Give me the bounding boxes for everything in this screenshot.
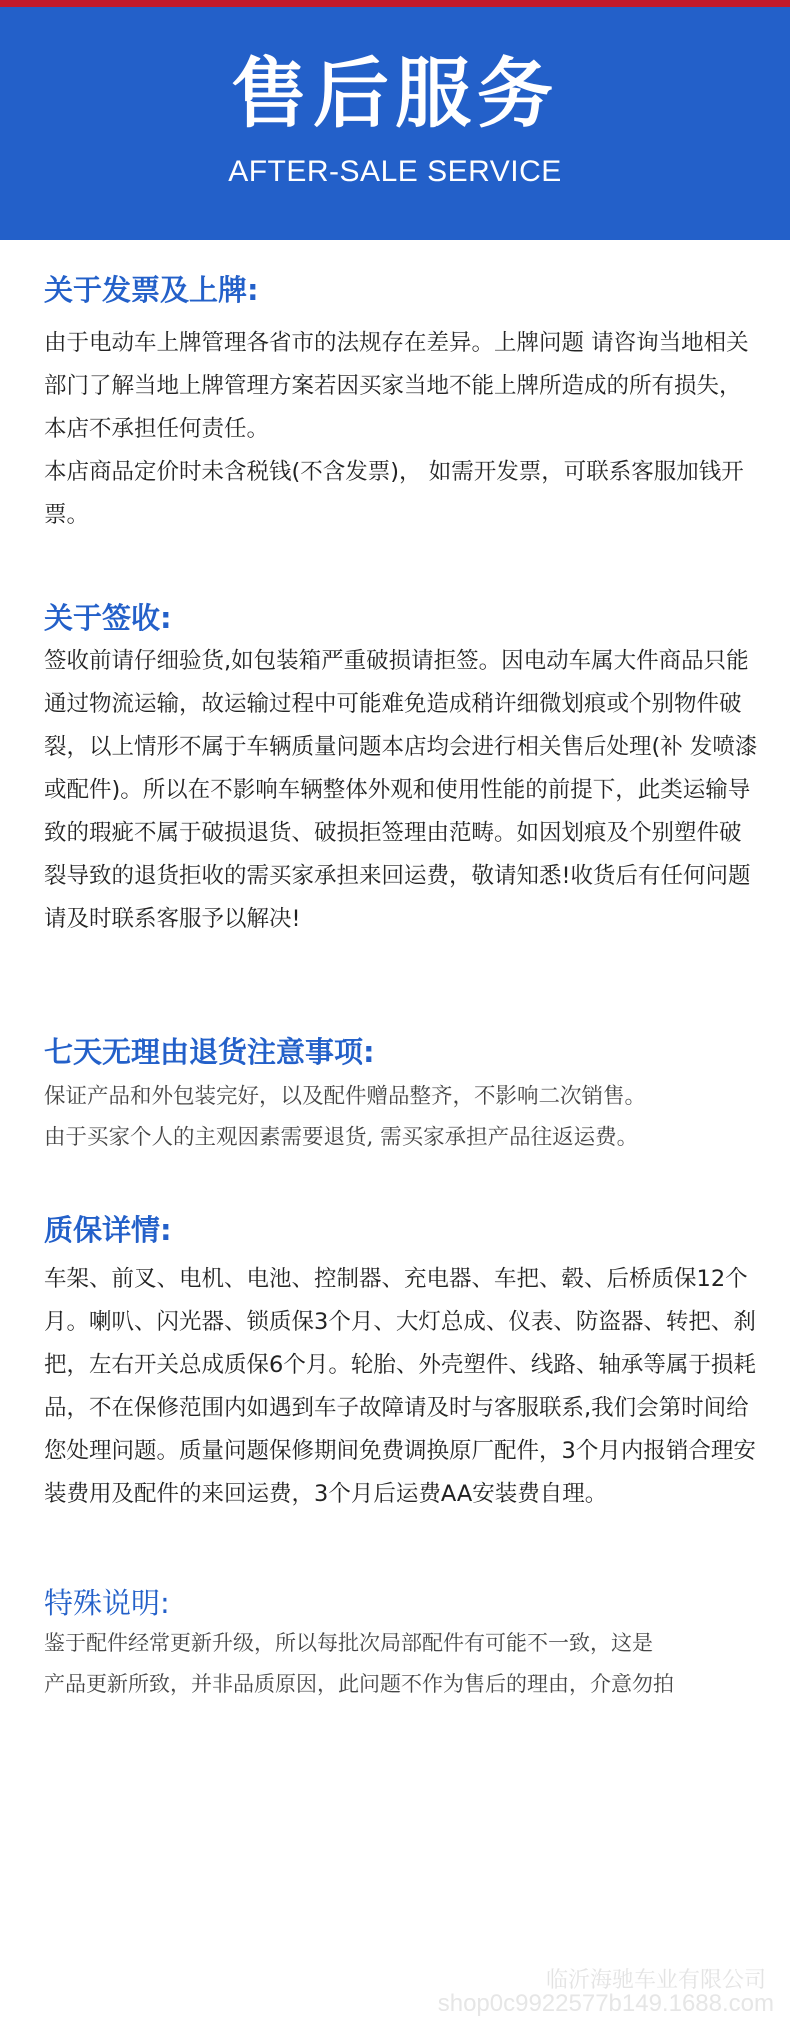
section-special bbox=[44, 1583, 774, 1705]
section-receipt bbox=[44, 598, 760, 941]
page-subtitle: AFTER-SALE SERVICE bbox=[228, 155, 562, 188]
section-invoice bbox=[44, 270, 760, 537]
header-banner bbox=[0, 7, 790, 240]
returns-paragraph-2: 由于买家个人的主观因素需要退货, 需买家承担产品往返运费。 bbox=[44, 1125, 639, 1150]
special-paragraph-1: 鉴于配件经常更新升级，所以每批次局部配件有可能不一致，这是 bbox=[44, 1631, 653, 1655]
section-warranty bbox=[44, 1210, 760, 1516]
invoice-paragraph-1: 由于电动车上牌管理各省市的法规存在差异。上牌问题 请咨询当地相关部门了解当地上牌管理方案若因买家当地不能上牌所造成的所有损失，本店不承担任何责任。 bbox=[44, 330, 749, 442]
section-heading-invoice: 关于发票及上牌: bbox=[44, 273, 259, 307]
section-heading-warranty: 质保详情: bbox=[44, 1213, 172, 1247]
warranty-paragraph: 车架、前叉、电机、电池、控制器、充电器、车把、毂、后桥质保12个月。喇叭、闪光器、锁质保3个月、大灯总成、仪表、防盗器、转把、刹把，左右开关总成质保6个月。轮胎、外壳塑件、线路、轴承等属于损耗品，不在保修范围内如遇到车子故障请及时与客服联系,我们会第时间给您处理问题。质量问题保修期间免费调换原厂配件，3个月内报销合理安装费用及配件的来回运费，3个月后运费AA安装费自理。 bbox=[44, 1266, 756, 1507]
top-red-stripe bbox=[0, 0, 790, 7]
section-heading-special: 特殊说明: bbox=[44, 1586, 170, 1620]
invoice-paragraph-2: 本店商品定价时未含税钱(不含发票)， 如需开发票，可联系客服加钱开票。 bbox=[44, 459, 744, 528]
watermark-url: shop0c9922577b149.1688.com bbox=[437, 1990, 774, 2017]
section-heading-receipt: 关于签收: bbox=[44, 601, 172, 635]
page-title: 售后服务 bbox=[231, 49, 559, 138]
special-paragraph-2: 产品更新所致，并非品质原因，此问题不作为售后的理由，介意勿拍 bbox=[44, 1672, 674, 1696]
section-returns bbox=[44, 1032, 760, 1158]
returns-paragraph-1: 保证产品和外包装完好，以及配件赠品整齐，不影响二次销售。 bbox=[44, 1084, 647, 1109]
section-heading-returns: 七天无理由退货注意事项: bbox=[44, 1035, 375, 1069]
watermark-company: 临沂海驰车业有限公司 bbox=[545, 1968, 766, 1993]
receipt-paragraph: 签收前请仔细验货,如包装箱严重破损请拒签。因电动车属大件商品只能通过物流运输，故运输过程中可能难免造成稍许细微划痕或个别物件破裂，以上情形不属于车辆质量问题本店均会进行相关售后处理(补 发喷漆或配件)。所以在不影响车辆整体外观和使用性能的前提下，此类运输导致的瑕疵不属于破损退货、破损拒签理由范畴。如因划痕及个别塑件破裂导致的退货拒收的需买家承担来回运费，敬请知悉!收货后有任何问题请及时联系客服予以解决! bbox=[44, 648, 758, 932]
